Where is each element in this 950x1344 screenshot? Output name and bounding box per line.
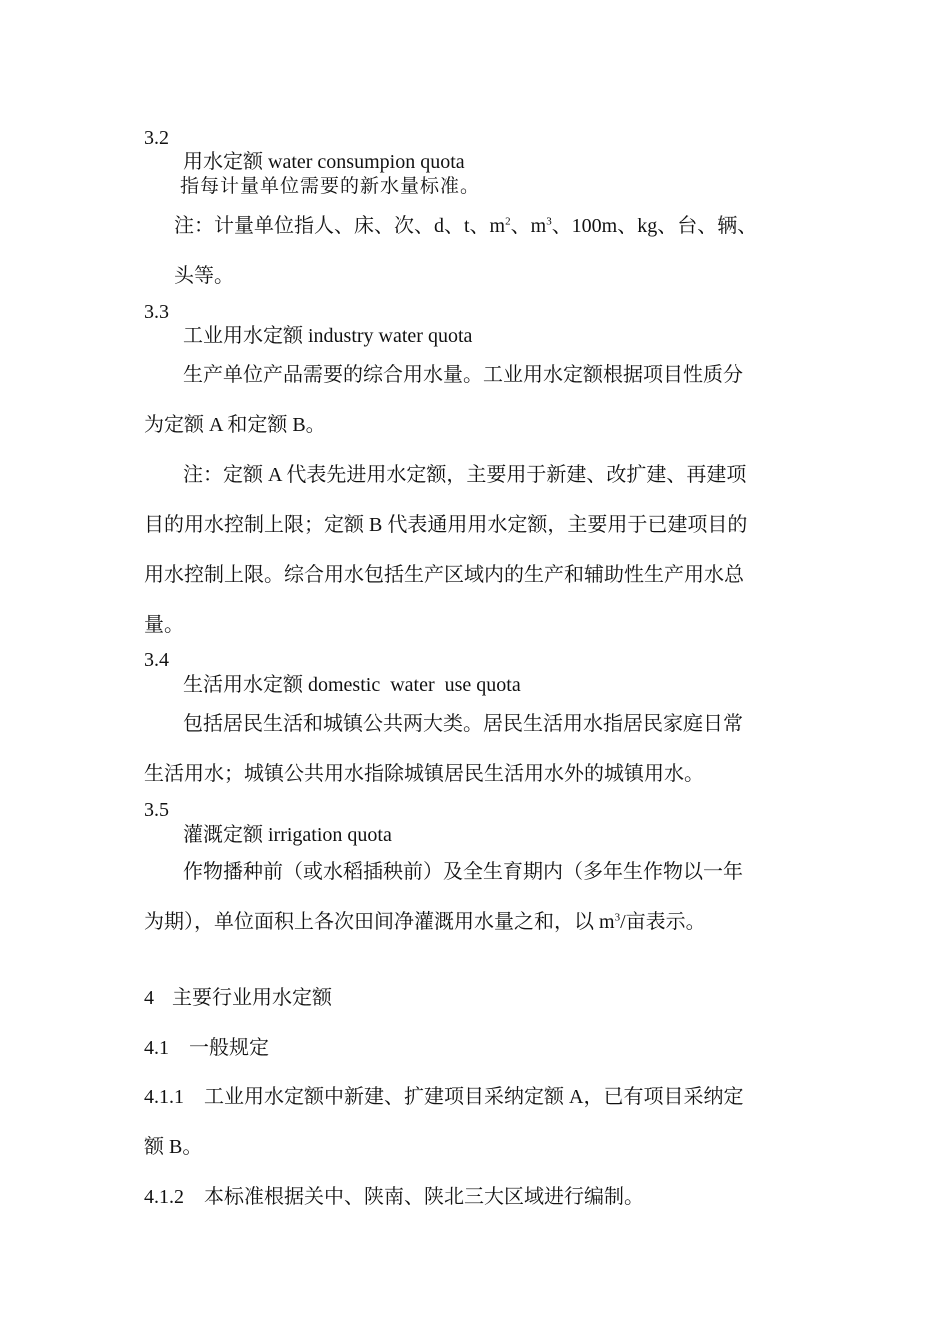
note-text: 注：计量单位指人、床、次、d、t、m: [174, 215, 506, 237]
term-en: domestic water use quota: [308, 674, 521, 696]
section-number-3-5: 3.5: [144, 799, 169, 821]
section-number-3-2: 3.2: [144, 127, 169, 149]
note-text: 、m: [510, 215, 547, 237]
note-3-3-line3: 用水控制上限。综合用水包括生产区域内的生产和辅助性生产用水总: [144, 564, 744, 586]
superscript: 2: [505, 215, 511, 228]
term-cn: 灌溉定额: [183, 824, 263, 846]
clause-4-1-2: [144, 1187, 644, 1207]
clause-number: 4.1.2: [144, 1186, 184, 1208]
term-cn: 用水定额: [183, 151, 263, 173]
term-3-2: [183, 152, 465, 172]
definition-text: /亩表示。: [620, 911, 706, 933]
term-en: water consumpion quota: [268, 151, 465, 173]
chapter-heading: [144, 988, 332, 1008]
subsection-heading: [144, 1038, 269, 1058]
definition-3-2: 指每计量单位需要的新水量标准。: [180, 176, 481, 197]
clause-text: 本标准根据关中、陕南、陕北三大区域进行编制。: [204, 1186, 644, 1208]
superscript: 3: [614, 911, 621, 924]
definition-text: 为期），单位面积上各次田间净灌溉用水量之和，以 m: [144, 911, 615, 933]
section-number-3-4: 3.4: [144, 649, 169, 671]
note-3-3-line1: 注：定额 A 代表先进用水定额，主要用于新建、改扩建、再建项: [183, 464, 747, 486]
definition-3-5-line1: 作物播种前（或水稻插秧前）及全生育期内（多年生作物以一年: [183, 861, 743, 883]
term-en: industry water quota: [308, 325, 473, 347]
subsection-number: 4.1: [144, 1037, 169, 1059]
term-en: irrigation quota: [268, 824, 392, 846]
chapter-number: 4: [144, 987, 154, 1009]
note-3-2-line2: 头等。: [174, 265, 234, 287]
clause-number: 4.1.1: [144, 1086, 184, 1108]
note-3-3-line4: 量。: [144, 614, 184, 636]
note-3-3-line2: 目的用水控制上限；定额 B 代表通用用水定额，主要用于已建项目的: [144, 514, 748, 536]
definition-3-4-line1: 包括居民生活和城镇公共两大类。居民生活用水指居民家庭日常: [183, 713, 743, 735]
term-3-5: [183, 825, 392, 845]
clause-text: 工业用水定额中新建、扩建项目采纳定额 A，已有项目采纳定: [204, 1086, 744, 1108]
clause-4-1-1-line1: [144, 1087, 743, 1107]
definition-3-4-line2: 生活用水；城镇公共用水指除城镇居民生活用水外的城镇用水。: [144, 763, 704, 785]
definition-3-5-line2: [144, 912, 706, 932]
definition-3-3-line1: 生产单位产品需要的综合用水量。工业用水定额根据项目性质分: [183, 364, 743, 386]
chapter-title: 主要行业用水定额: [172, 987, 332, 1009]
term-cn: 生活用水定额: [183, 674, 303, 696]
term-3-3: [183, 326, 472, 346]
superscript: 3: [546, 215, 552, 228]
definition-3-3-line2: 为定额 A 和定额 B。: [144, 414, 326, 436]
note-text: 、100m、kg、台、辆、: [551, 215, 758, 237]
clause-4-1-1-line2: 额 B。: [144, 1136, 203, 1158]
section-number-3-3: 3.3: [144, 301, 169, 323]
term-cn: 工业用水定额: [183, 325, 303, 347]
note-3-2-line1: [174, 216, 757, 236]
subsection-title: 一般规定: [189, 1037, 269, 1059]
term-3-4: [183, 675, 521, 695]
